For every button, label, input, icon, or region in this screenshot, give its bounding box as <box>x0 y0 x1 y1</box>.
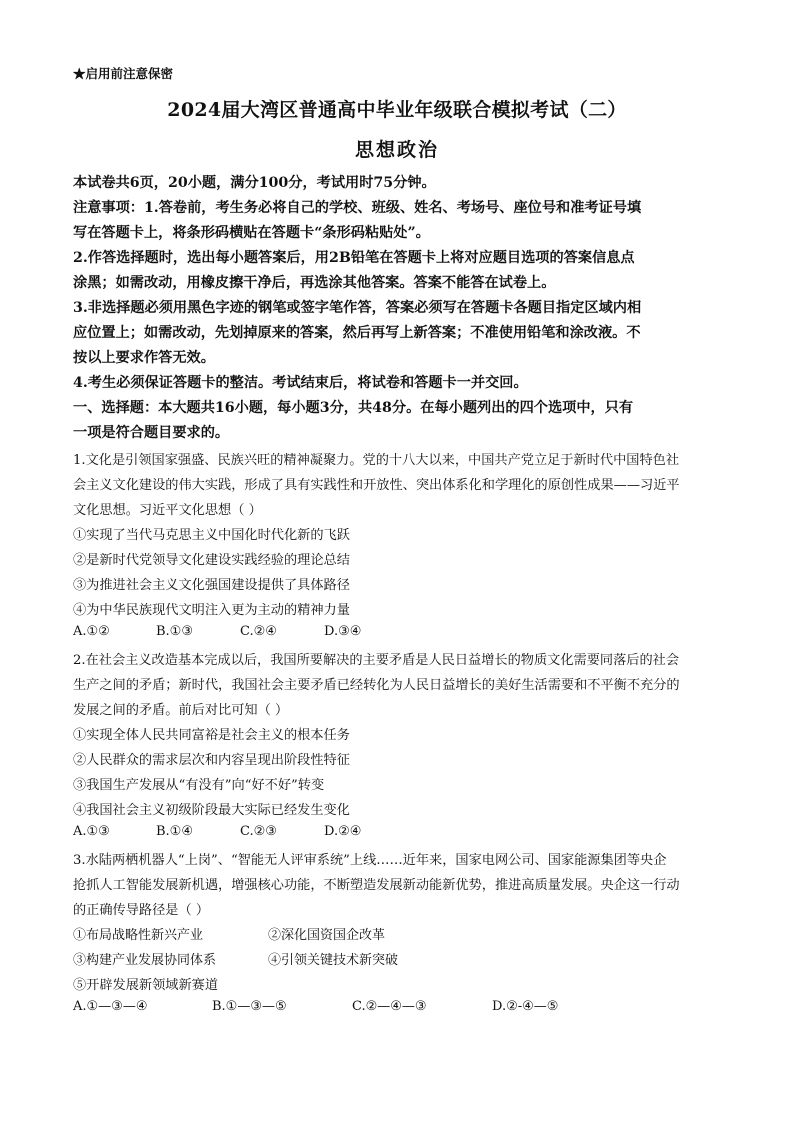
statement-1: ①布局战略性新兴产业 <box>73 928 204 943</box>
statement-3: ③我国生产发展从“有没有”向“好不好”转变 <box>73 778 325 793</box>
option-b: B.①—③—⑤ <box>212 999 287 1014</box>
option-c: C.②④ <box>240 624 277 639</box>
note-line: 涂黑；如需改动，用橡皮擦干净后，再选涂其他答案。答案不能答在试卷上。 <box>73 275 556 291</box>
question-stem-line: 抢抓人工智能发展新机遇，增强核心功能，不断塑造发展新动能新优势，推进高质量发展。央企这一行动 <box>73 878 680 893</box>
option-c: C.②—④—③ <box>352 999 427 1014</box>
statement-2: ②人民群众的需求层次和内容呈现出阶段性特征 <box>73 753 350 768</box>
statement-5: ⑤开辟发展新领域新赛道 <box>73 978 219 993</box>
intro-line: 本试卷共6页，20小题，满分100分，考试用时75分钟。 <box>73 175 436 191</box>
section-line: 一项是符合题目要求的。 <box>73 425 230 441</box>
option-c: C.②③ <box>240 824 277 839</box>
option-a: A.①—③—④ <box>73 999 148 1014</box>
note-line: 按以上要求作答无效。 <box>73 350 215 366</box>
note-line: 注意事项：1.答卷前，考生务必将自己的学校、班级、姓名、考场号、座位号和准考证号填 <box>73 200 642 216</box>
question-stem-line: 2.在社会主义改造基本完成以后，我国所要解决的主要矛盾是人民日益增长的物质文化需要同落后的社会 <box>73 653 680 668</box>
exam-title: 2024届大湾区普通高中毕业年级联合模拟考试（二） <box>167 99 627 121</box>
statement-4: ④我国社会主义初级阶段最大实际已经发生变化 <box>73 803 350 818</box>
question-stem-line: 3.水陆两栖机器人“上岗”、“智能无人评审系统”上线……近年来，国家电网公司、国家能源集团等央企 <box>73 853 667 868</box>
option-a: A.①② <box>73 624 110 639</box>
statement-1: ①实现全体人民共同富裕是社会主义的根本任务 <box>73 728 350 743</box>
option-b: B.①④ <box>156 824 193 839</box>
statement-4: ④引领关键技术新突破 <box>268 953 399 968</box>
option-d: D.③④ <box>324 624 362 639</box>
question-stem-line: 的正确传导路径是（ ） <box>73 903 210 918</box>
question-stem-line: 会主义文化建设的伟大实践，形成了具有实践性和开放性、突出体系化和学理化的原创性成果——习近平 <box>73 478 680 493</box>
statement-3: ③构建产业发展协同体系 <box>73 953 217 968</box>
confidential-label: ★启用前注意保密 <box>73 66 174 81</box>
section-line: 一、选择题：本大题共16小题，每小题3分，共48分。在每小题列出的四个选项中，只有 <box>73 400 634 416</box>
statement-2: ②是新时代党领导文化建设实践经验的理论总结 <box>73 553 350 568</box>
note-line: 写在答题卡上，将条形码横贴在答题卡“条形码粘贴处”。 <box>73 225 430 241</box>
note-line: 3.非选择题必须用黑色字迹的钢笔或签字笔作答，答案必须写在答题卡各题目指定区域内相 <box>73 300 642 316</box>
note-line: 2.作答选择题时，选出每小题答案后，用2B铅笔在答题卡上将对应题目选项的答案信息点 <box>73 250 635 266</box>
statement-4: ④为中华民族现代文明注入更为主动的精神力量 <box>73 603 350 618</box>
statement-2: ②深化国资国企改革 <box>268 928 386 943</box>
option-a: A.①③ <box>73 824 110 839</box>
question-stem-line: 生产之间的矛盾；新时代，我国社会主要矛盾已经转化为人民日益增长的美好生活需要和不平衡不充分的 <box>73 678 680 693</box>
option-b: B.①③ <box>156 624 193 639</box>
note-line: 应位置上；如需改动，先划掉原来的答案，然后再写上新答案；不准使用铅笔和涂改液。不 <box>73 325 641 341</box>
option-d: D.②-④—⑤ <box>492 999 559 1014</box>
statement-3: ③为推进社会主义文化强国建设提供了具体路径 <box>73 578 350 593</box>
subject-title: 思想政治 <box>354 139 439 161</box>
question-stem-line: 发展之间的矛盾。前后对比可知（ ） <box>73 703 289 718</box>
question-stem-line: 文化思想。习近平文化思想（ ） <box>73 503 262 518</box>
note-line: 4.考生必须保证答题卡的整洁。考试结束后，将试卷和答题卡一并交回。 <box>73 375 528 391</box>
statement-1: ①实现了当代马克思主义中国化时代化新的飞跃 <box>73 528 350 543</box>
option-d: D.②④ <box>324 824 362 839</box>
question-stem-line: 1.文化是引领国家强盛、民族兴旺的精神凝聚力。党的十八大以来，中国共产党立足于新时代中国特色社 <box>73 453 680 468</box>
